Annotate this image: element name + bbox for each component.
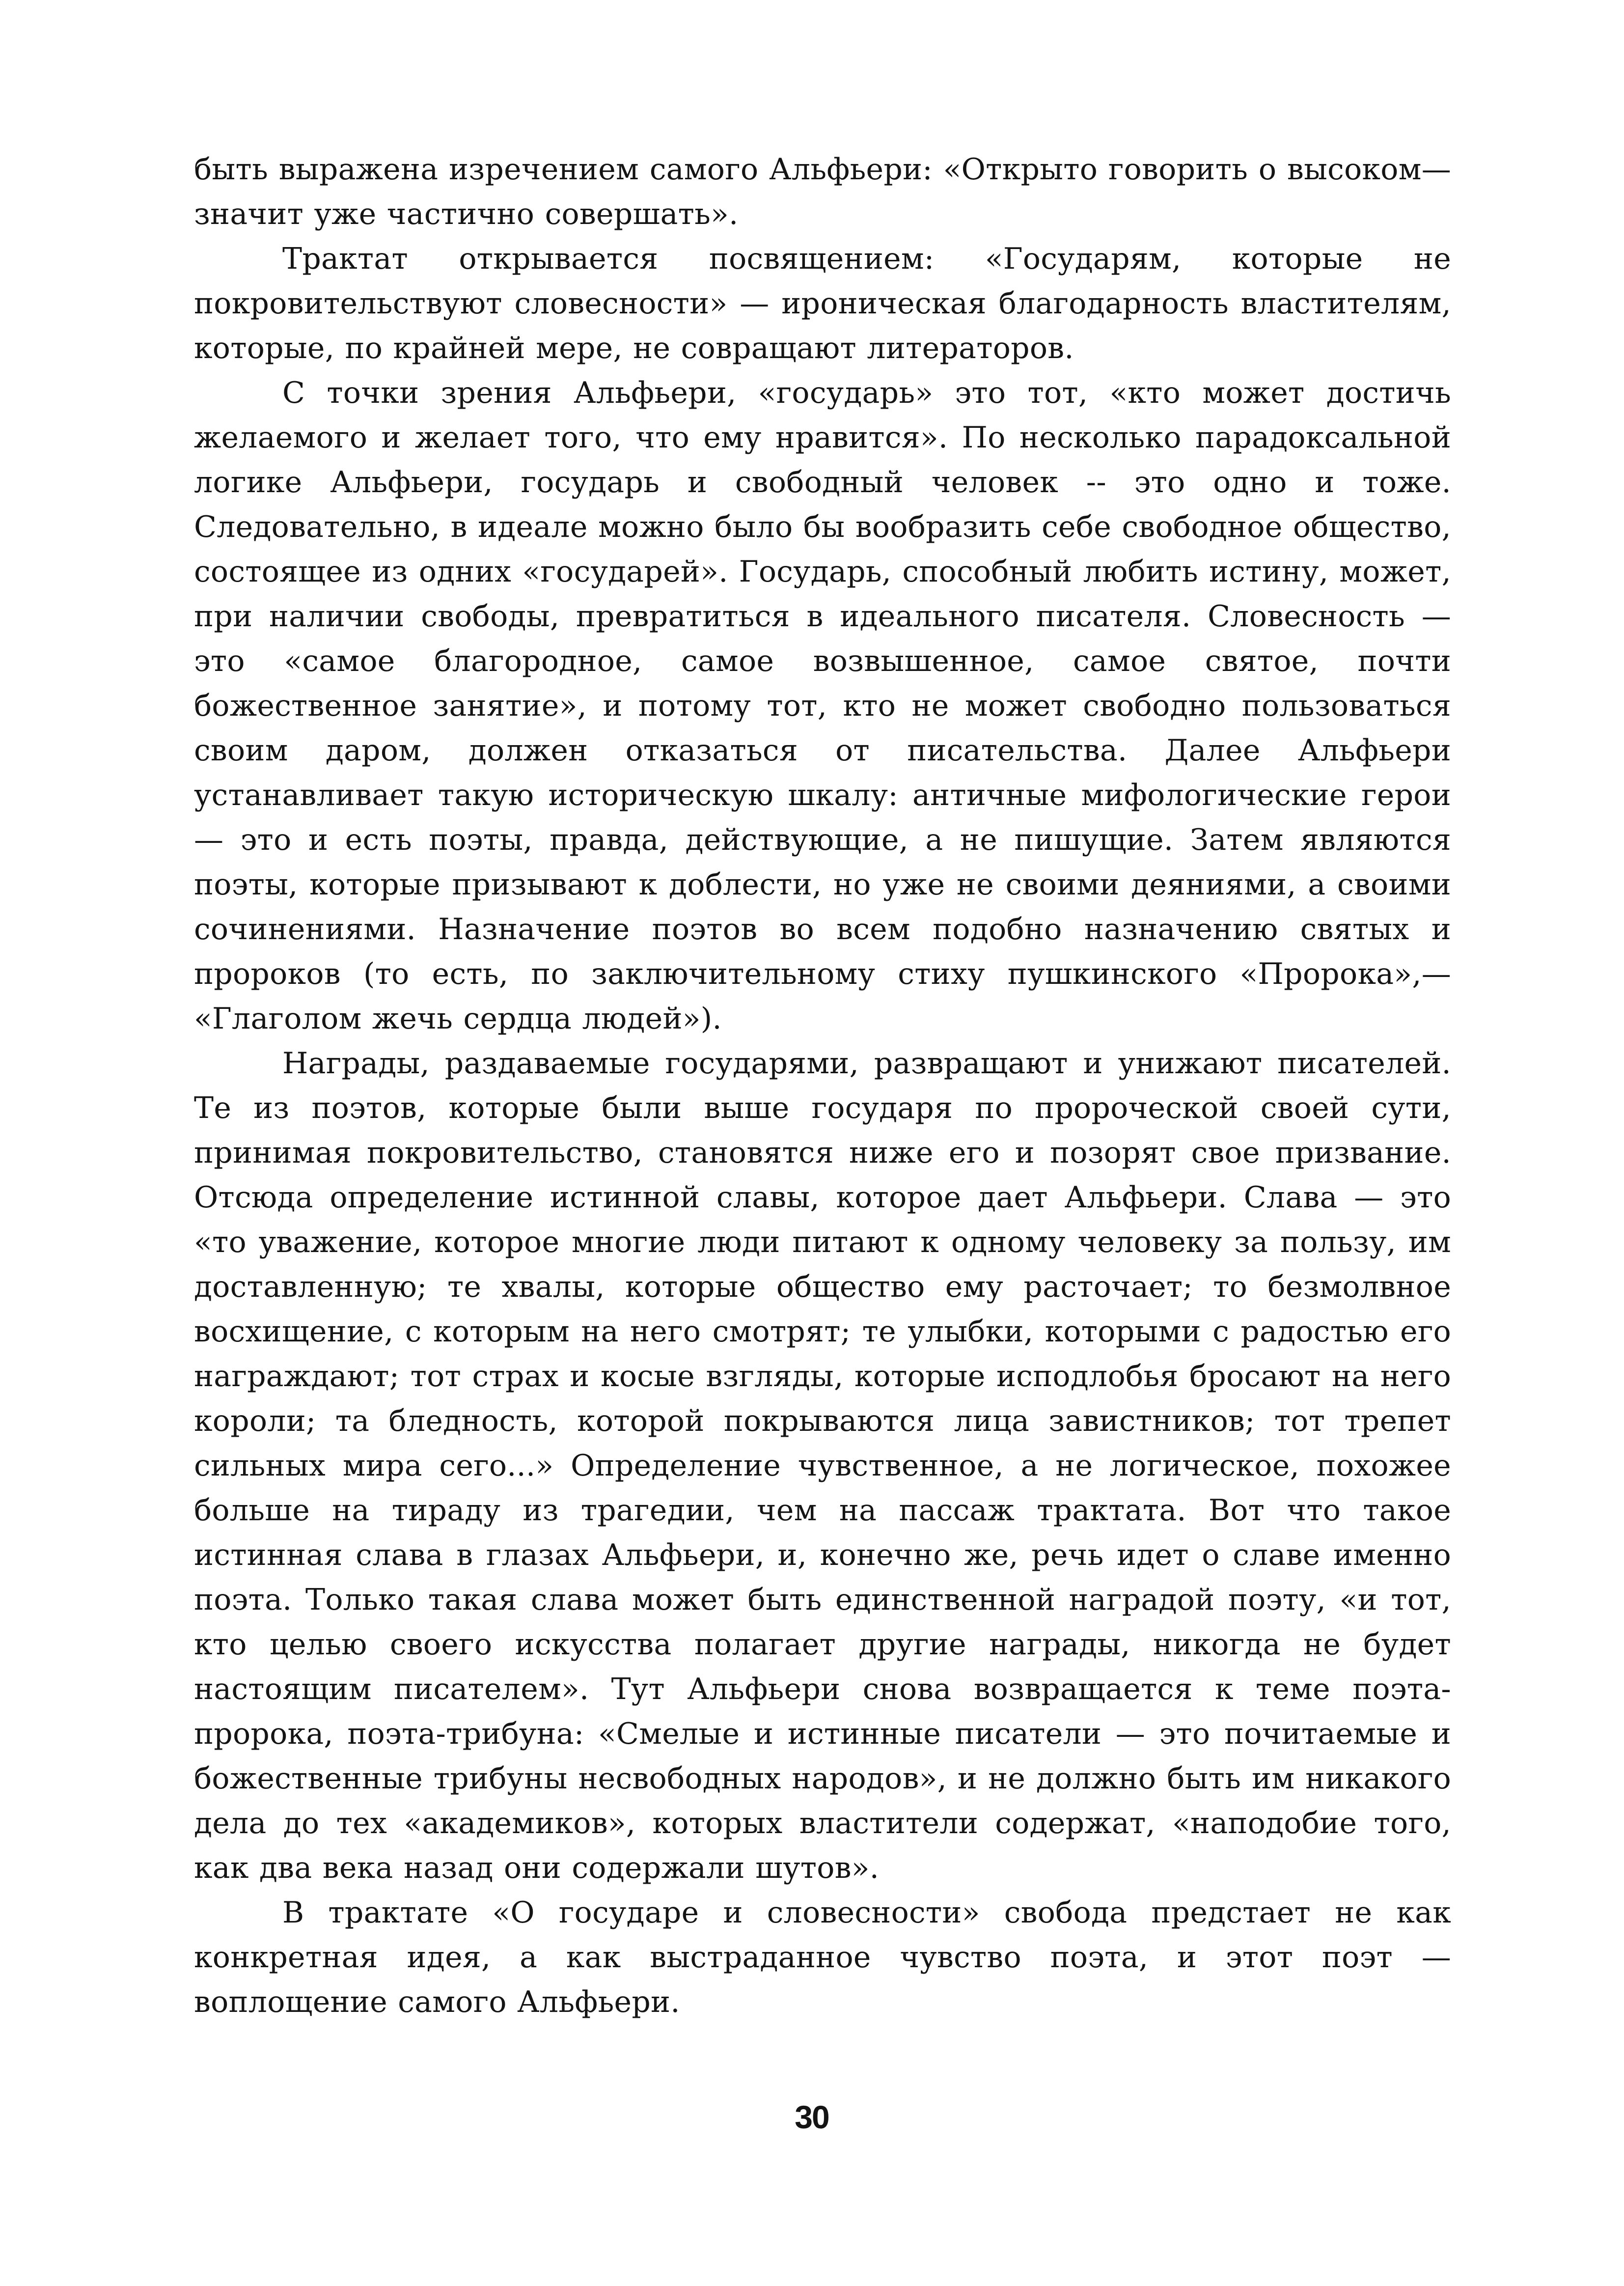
paragraph-5: В трактате «О государе и словесности» свобода предстает не как конкретная идея, а как выстраданное чувство поэта, и этот поэт — воплощение самого Альфьери. <box>194 1896 1451 2019</box>
paragraph-2: Трактат открывается посвящением: «Государям, которые не покровительствуют словесности» — ироническая благодарность властителям, которые, по крайней мере, не совращают литераторов. <box>194 242 1451 365</box>
paragraph-4: Награды, раздаваемые государями, развращают и унижают писателей. Те из поэтов, которые были выше государя по пророческой своей сути, принимая покровительство, становятся ниже его и позорят свое призвание. Отсюда определение истинной славы, которое дает Альфьери. Слава — это «то уважение, которое многие люди питают к одному человеку за пользу, им доставленную; те хвалы, которые общество ему расточает; то безмолвное восхищение, с которым на него смотрят; те улыбки, которыми с радостью его награждают; тот страх и косые взгляды, которые исподлобья бросают на него короли; та бледность, которой покрываются лица завистников; тот трепет сильных мира сего...» Определение чувственное, а не логическое, похожее больше на тираду из трагедии, чем на пассаж трактата. Вот что такое истинная слава в глазах Альфьери, и, конечно же, речь идет о славе именно поэта. Только такая слава может быть единственной наградой поэту, «и тот, кто целью своего искусства полагает другие награды, никогда не будет настоящим писателем». Тут Альфьери снова возвращается к теме поэта-пророка, поэта-трибуна: «Смелые и истинные писатели — это почитаемые и божественные трибуны несвободных народов», и не должно быть им никакого дела до тех «академиков», которых властители содержат, «наподобие того, как два века назад они содержали шутов». <box>194 1046 1451 1885</box>
paragraph-3: С точки зрения Альфьери, «государь» это тот, «кто может достичь желаемого и желает того, что ему нравится». По несколько парадоксальной логике Альфьери, государь и свободный человек -- это одно и тоже. Следовательно, в идеале можно было бы вообразить себе свободное общество, состоящее из одних «государей». Государь, способный любить истину, может, при наличии свободы, превратиться в идеального писателя. Словесность — это «самое благородное, самое возвышенное, самое святое, почти божественное занятие», и потому тот, кто не может свободно пользоваться своим даром, должен отказаться от писательства. Далее Альфьери устанавливает такую историческую шкалу: античные мифологические герои — это и есть поэты, правда, действующие, а не пишущие. Затем являются поэты, которые призывают к доблести, но уже не своими деяниями, а своими сочинениями. Назначение поэтов во всем подобно назначению святых и пророков (то есть, по заключительному стиху пушкинского «Пророка»,— «Глаголом жечь сердца людей»). <box>194 376 1451 1036</box>
paragraph-1: быть выражена изречением самого Альфьери: «Открыто говорить о высоком—значит уже частично совершать». <box>194 152 1451 231</box>
body-text <box>194 147 1451 2025</box>
page-number: 30 <box>795 2099 829 2135</box>
